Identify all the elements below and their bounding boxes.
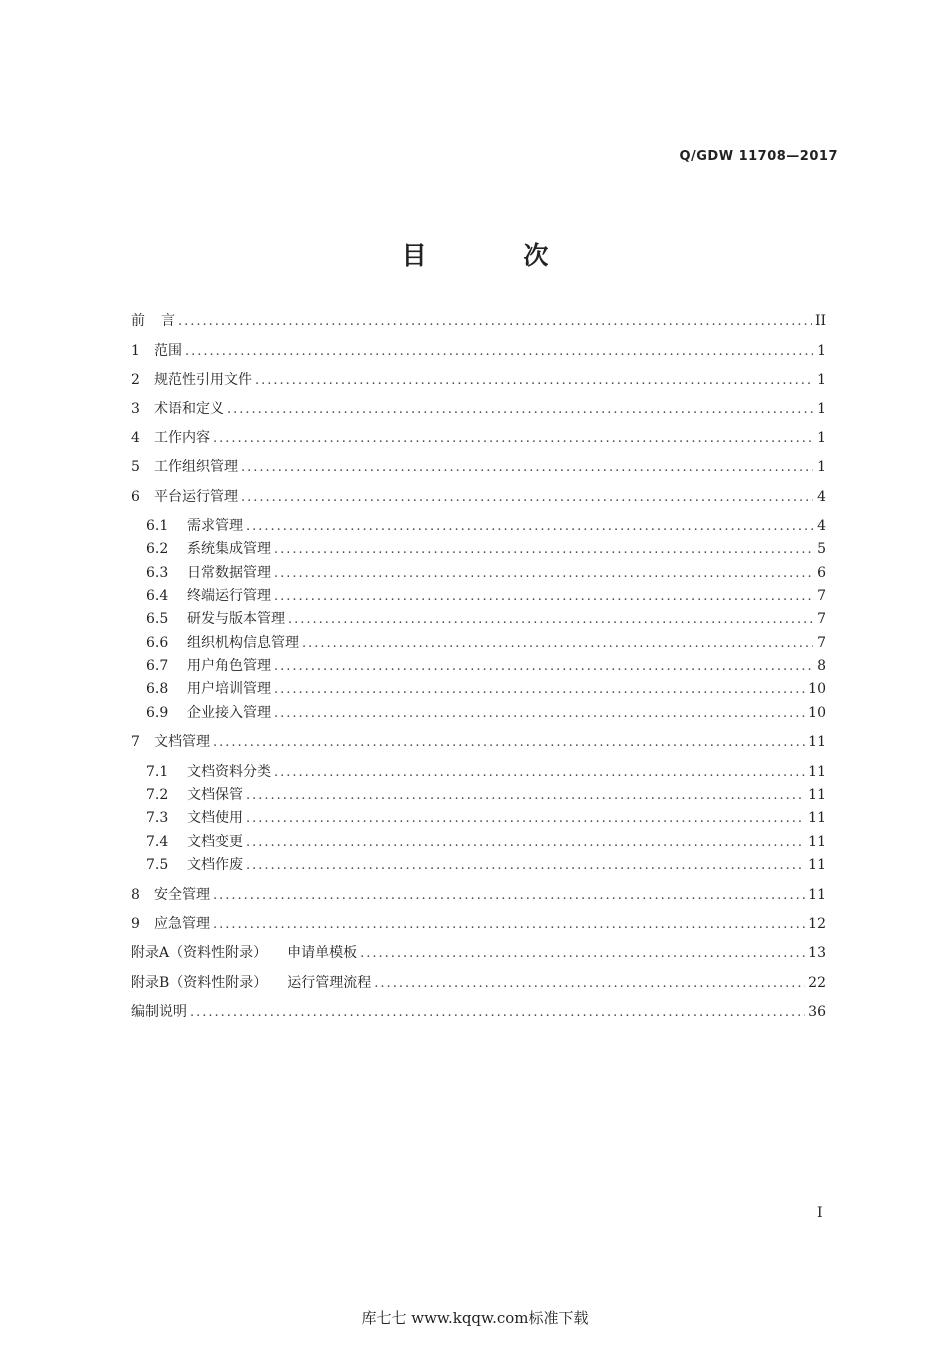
toc-entry-page: 11 [808,787,826,803]
toc-entry-number: 6.3 [146,565,169,581]
toc-entry-page: 12 [808,916,826,932]
toc-entry-title: 文档资料分类 [187,764,271,780]
toc-entry-page: 11 [808,764,826,780]
toc-entry-number: 6.7 [146,658,169,674]
toc-entry[interactable] [131,309,826,333]
toc-title: 目 次 [401,241,593,270]
toc-leader-dots [274,562,813,586]
toc-entry-page: 4 [817,489,826,505]
toc-entry-title: 应急管理 [154,916,210,932]
toc-entry-title: 研发与版本管理 [187,611,285,627]
toc-entry-title: 用户角色管理 [187,658,271,674]
toc-entry-number: 3 [131,401,140,417]
toc-entry[interactable] [146,806,826,830]
toc-entry[interactable] [146,783,826,807]
footer-watermark-text: 库七七 www.kqqw.com标准下载 [361,1309,589,1327]
toc-entry-title: 用户培训管理 [187,681,271,697]
toc-entry-title: 范围 [154,343,182,359]
toc-entry-number: 7.5 [146,857,169,873]
toc-leader-dots [178,310,812,334]
toc-leader-dots [374,972,805,996]
toc-entry-number: 6.8 [146,681,169,697]
toc-entry-title: 文档保管 [187,787,243,803]
toc-entry[interactable] [131,1000,826,1024]
toc-entry[interactable] [131,941,826,965]
toc-entry-page: 4 [817,518,826,534]
toc-entry-title: 文档管理 [154,734,210,750]
toc-entry-number: 7 [131,734,140,750]
toc-entry-number: 7.3 [146,810,169,826]
toc-entry[interactable] [146,607,826,631]
toc-entry-number: 6.1 [146,518,169,534]
toc-leader-dots [213,884,805,908]
toc-entry[interactable] [146,514,826,538]
toc-entry-title: 平台运行管理 [154,489,238,505]
toc-entry[interactable] [131,912,826,936]
toc-entry[interactable] [146,537,826,561]
toc-entry-title: 日常数据管理 [187,565,271,581]
toc-entry[interactable] [131,397,826,421]
toc-entry-page: 7 [817,611,826,627]
toc-entry-page: 7 [817,635,826,651]
toc-entry-title: 编制说明 [131,1004,187,1020]
toc-leader-dots [190,1001,805,1025]
toc-entry[interactable] [131,368,826,392]
toc-entry[interactable] [146,584,826,608]
toc-leader-dots [274,761,805,785]
toc-leader-dots [241,486,813,510]
toc-leader-dots [213,913,805,937]
toc-entry[interactable] [146,677,826,701]
toc-entry[interactable] [146,561,826,585]
toc-entry-number: 前 [131,313,145,329]
toc-entry-number: 6.2 [146,541,169,557]
toc-entry-page: 1 [817,430,826,446]
toc-leader-dots [360,942,805,966]
toc-entry-title: 文档使用 [187,810,243,826]
toc-entry[interactable] [146,830,826,854]
toc-leader-dots [274,678,805,702]
toc-entry-page: II [814,313,826,329]
toc-entry-number: 6 [131,489,140,505]
toc-entry-number: 7.2 [146,787,169,803]
toc-entry[interactable] [146,853,826,877]
toc-leader-dots [227,398,813,422]
toc-entry-title: 安全管理 [154,887,210,903]
toc-entry-number: 6.4 [146,588,169,604]
toc-entry-title: 文档变更 [187,834,243,850]
toc-entry-page: 10 [808,705,826,721]
toc-entry-page: 1 [817,401,826,417]
toc-entry-page: 36 [808,1004,826,1020]
toc-leader-dots [246,831,805,855]
toc-entry-number: 附录B（资料性附录） [131,975,268,991]
toc-entry-page: 11 [808,887,826,903]
toc-entry-number: 1 [131,343,140,359]
toc-entry[interactable] [131,971,826,995]
toc-leader-dots [213,427,813,451]
toc-entry-number: 7.4 [146,834,169,850]
toc-entry-title: 工作内容 [154,430,210,446]
toc-leader-dots [302,632,813,656]
toc-entry-title: 需求管理 [187,518,243,534]
toc-entry-number: 2 [131,372,140,388]
toc-entry-page: 1 [817,459,826,475]
toc-entry-number: 4 [131,430,140,446]
toc-entry-number: 9 [131,916,140,932]
toc-entry-number: 6.5 [146,611,169,627]
toc-entry-title: 工作组织管理 [154,459,238,475]
toc-leader-dots [246,807,805,831]
toc-entry[interactable] [131,426,826,450]
toc-entry-number: 5 [131,459,140,475]
toc-entry-page: 11 [808,834,826,850]
page-number: I [817,1205,823,1221]
toc-leader-dots [246,784,805,808]
toc-entry[interactable] [146,654,826,678]
toc-entry-number: 6.6 [146,635,169,651]
toc-entry-title: 规范性引用文件 [154,372,252,388]
toc-leader-dots [274,655,813,679]
toc-entry-title: 企业接入管理 [187,705,271,721]
toc-entry-number: 6.9 [146,705,169,721]
toc-entry-page: 11 [808,857,826,873]
toc-entry-title: 言 [161,313,175,329]
toc-entry[interactable] [131,730,826,754]
toc-entry[interactable] [131,339,826,363]
toc-entry-title: 申请单模板 [287,945,358,961]
toc-leader-dots [246,515,813,539]
toc-entry-title: 文档作废 [187,857,243,873]
toc-entry-title: 运行管理流程 [287,975,372,991]
toc-entry-page: 22 [808,975,826,991]
toc-leader-dots [246,854,805,878]
toc-entry-title: 系统集成管理 [187,541,271,557]
toc-entry-number: 8 [131,887,140,903]
standard-code: Q/GDW 11708—2017 [679,149,838,164]
toc-leader-dots [274,702,805,726]
toc-entry-number: 7.1 [146,764,169,780]
toc-entry-page: 7 [817,588,826,604]
toc-leader-dots [241,456,813,480]
toc-leader-dots [274,538,813,562]
toc-entry-title: 术语和定义 [154,401,224,417]
toc-entry[interactable] [146,760,826,784]
toc-leader-dots [274,585,813,609]
toc-entry-page: 11 [808,810,826,826]
toc-entry-page: 6 [817,565,826,581]
toc-entry-page: 10 [808,681,826,697]
toc-entry[interactable] [131,883,826,907]
toc-entry-title: 终端运行管理 [187,588,271,604]
toc-leader-dots [288,608,813,632]
toc-entry-page: 11 [808,734,826,750]
toc-entry-page: 5 [817,541,826,557]
toc-entry-number: 附录A（资料性附录） [131,945,268,961]
toc-entry[interactable] [131,455,826,479]
toc-entry-page: 13 [808,945,826,961]
toc-leader-dots [255,369,813,393]
toc-entry[interactable] [131,485,826,509]
toc-entry[interactable] [146,701,826,725]
toc-entry-title: 组织机构信息管理 [187,635,299,651]
toc-leader-dots [185,340,813,364]
toc-entry-page: 8 [817,658,826,674]
toc-leader-dots [213,731,805,755]
toc-entry[interactable] [146,631,826,655]
toc-entry-page: 1 [817,372,826,388]
toc-entry-page: 1 [817,343,826,359]
